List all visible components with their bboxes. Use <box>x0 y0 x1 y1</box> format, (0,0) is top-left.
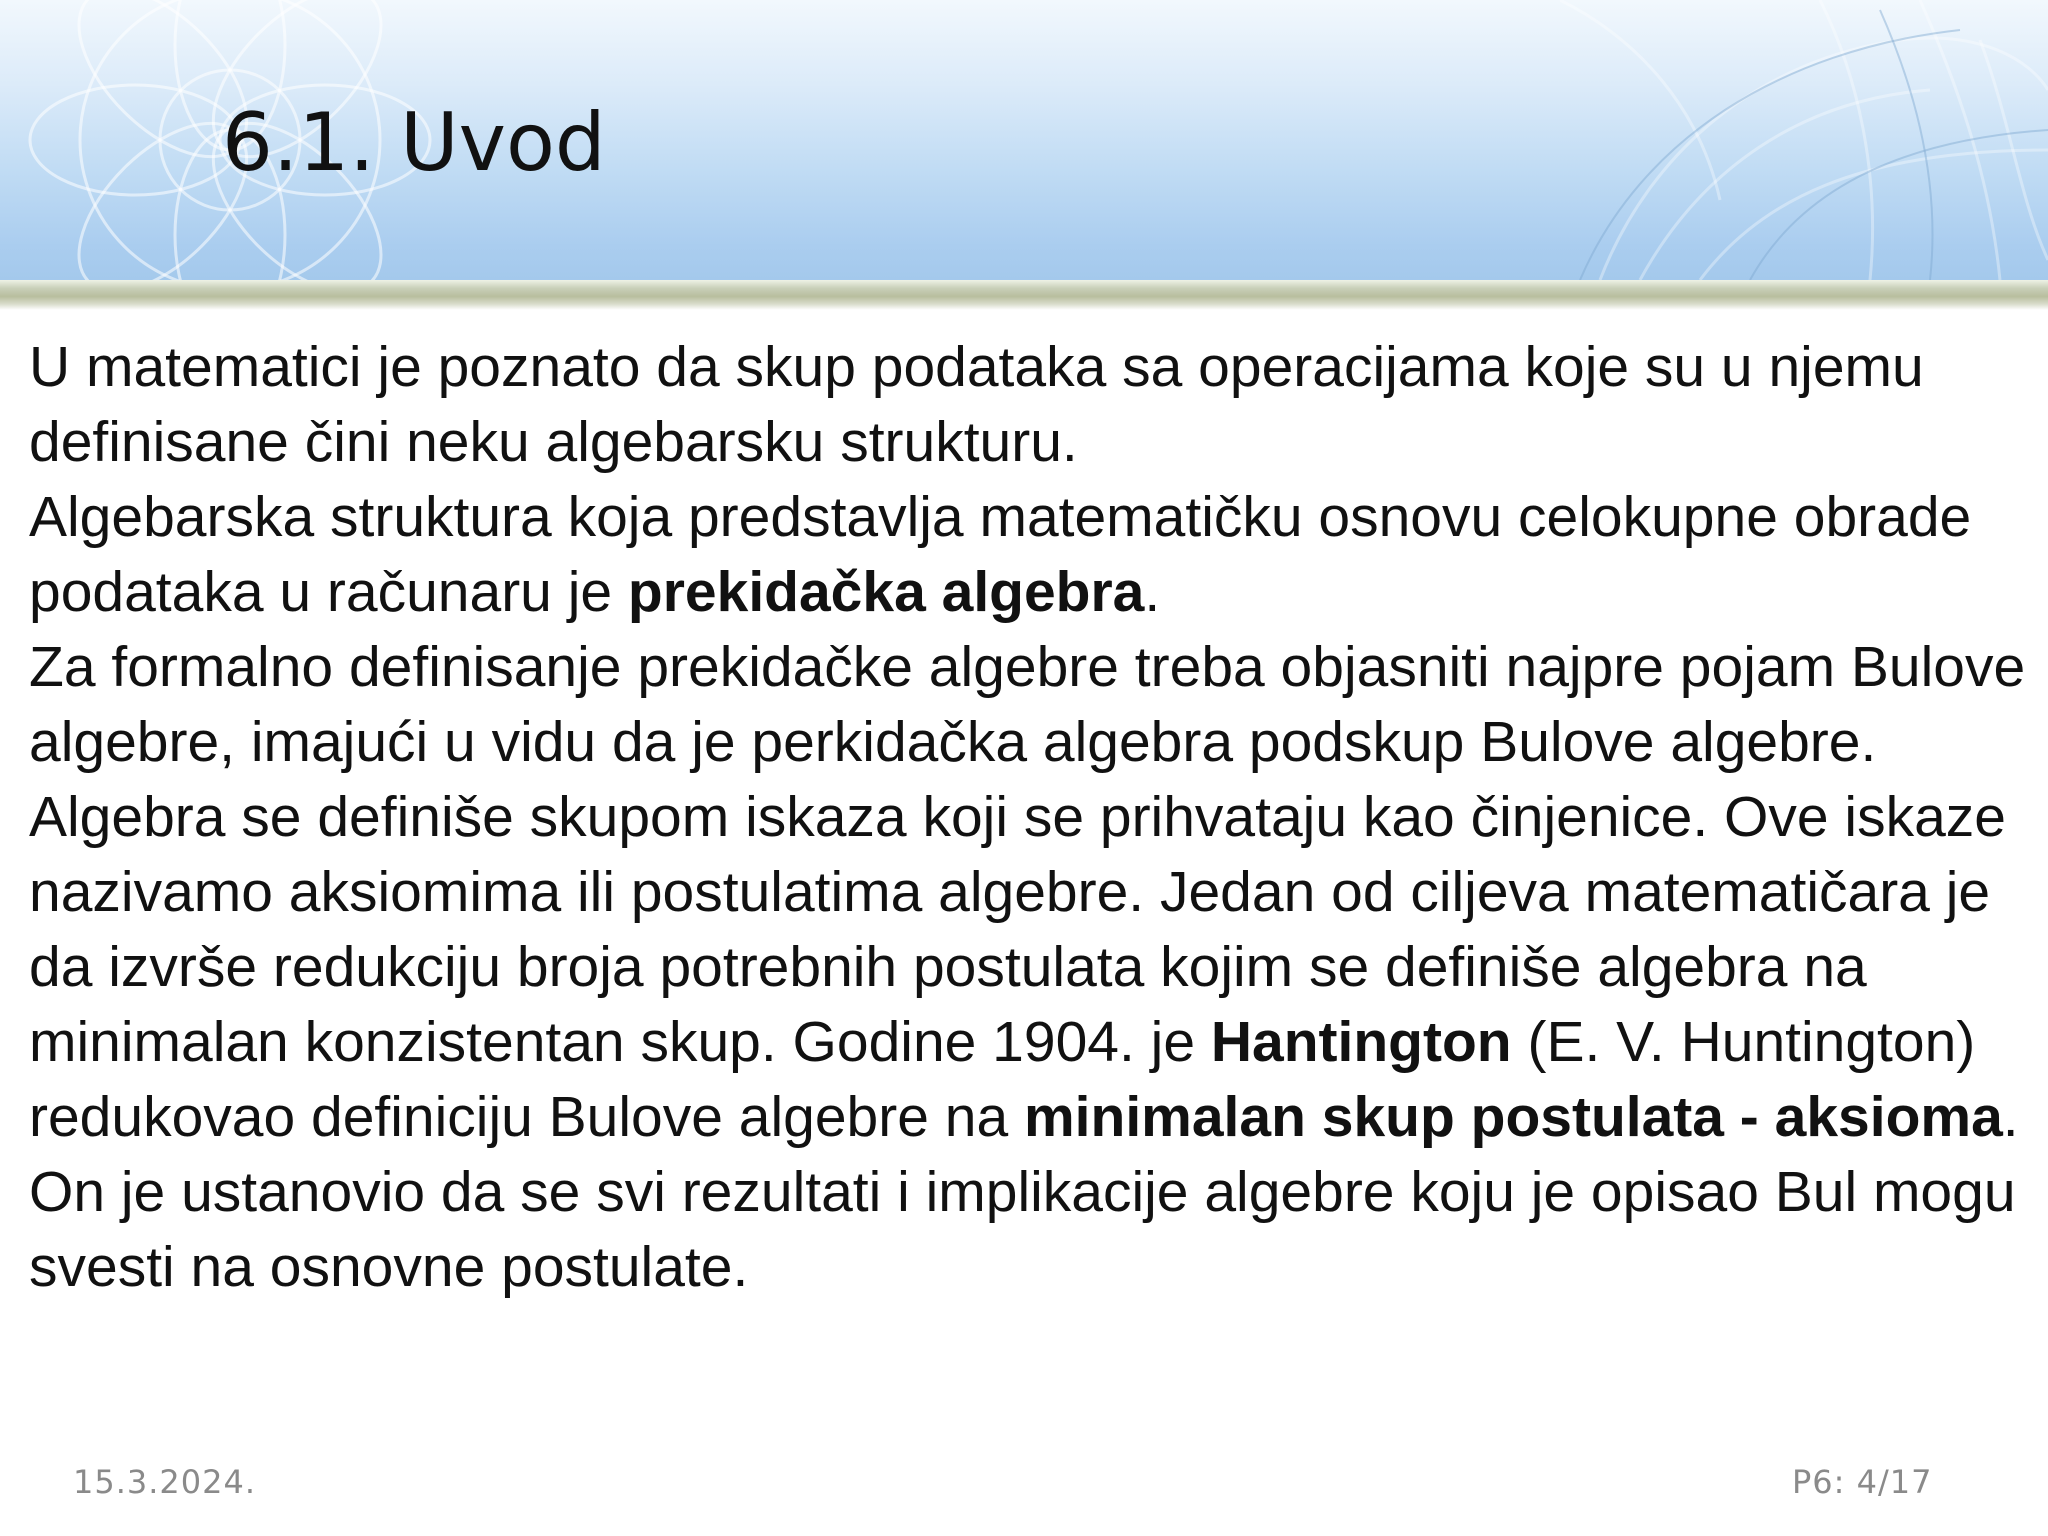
body-paragraph-2-end: . <box>1144 560 1161 624</box>
body-paragraph-2 <box>29 480 2029 630</box>
slide-body <box>29 330 2029 1305</box>
term-prekidacka-algebra: prekidačka algebra <box>627 560 1145 624</box>
body-paragraph-4-end: . On je ustanovio da se svi rezultati i implikacije algebre koju je opisao Bul mogu svesti na osnovne postulate. <box>29 1085 2019 1299</box>
term-hantington: Hantington <box>1210 1010 1512 1074</box>
body-paragraph-1: U matematici je poznato da skup podataka sa operacijama koje su u njemu definisane čini neku algebarsku strukturu. <box>29 335 1924 474</box>
footer-page-number: P6: 4/17 <box>1792 1463 1933 1501</box>
body-paragraph-4-mid: (E. V. Huntington) redukovao definiciju Bulove algebre na <box>29 1010 1976 1149</box>
body-paragraph-4 <box>29 780 2029 1305</box>
header-divider-stripe <box>0 280 2048 310</box>
body-paragraph-3: Za formalno definisanje prekidačke algebre treba objasniti najpre pojam Bulove algebre, imajući u vidu da je perkidačka algebra podskup Bulove algebre. <box>29 635 2026 774</box>
footer-date: 15.3.2024. <box>73 1463 257 1501</box>
header-band <box>0 0 2048 280</box>
slide-title: 6.1. Uvod <box>222 96 606 189</box>
body-paragraph-4-text: Algebra se definiše skupom iskaza koji se prihvataju kao činjenice. Ove iskaze nazivamo aksiomima ili postulatima algebre. Jedan od ciljeva matematičara je da izvrše redukciju broja potrebnih postulata kojim se definiše algebra na minimalan konzistentan skup. Godine 1904. je <box>29 785 2006 1074</box>
body-paragraph-2-text: Algebarska struktura koja predstavlja matematičku osnovu celokupne obrade podataka u računaru je <box>29 485 1972 624</box>
term-minimalan-skup: minimalan skup postulata - aksioma <box>1024 1085 2003 1149</box>
